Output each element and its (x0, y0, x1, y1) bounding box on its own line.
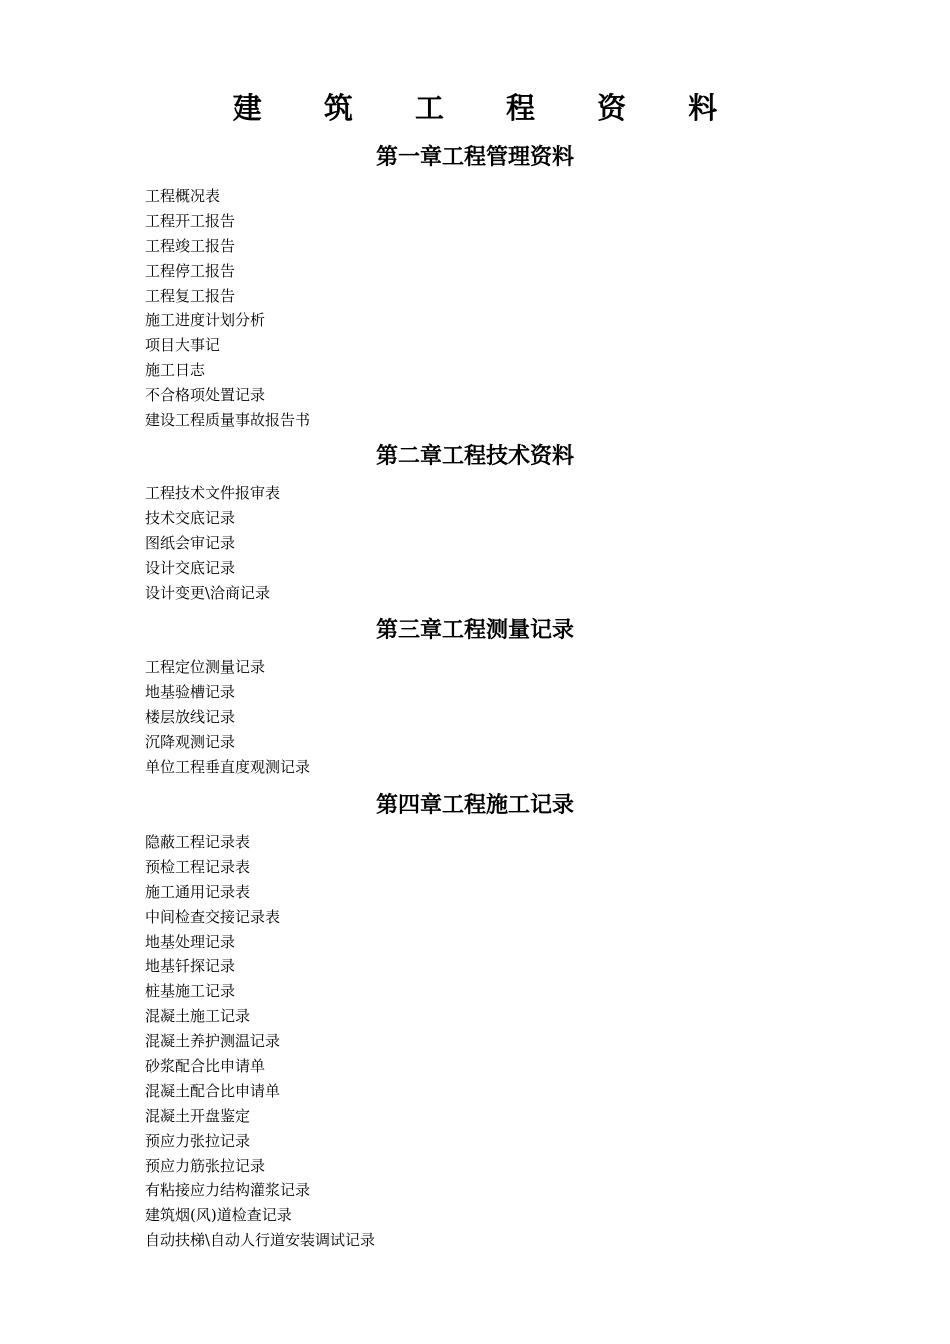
list-item: 有粘接应力结构灌浆记录 (145, 1181, 311, 1200)
chapter-4-item-list (145, 830, 805, 1253)
list-item: 隐蔽工程记录表 (145, 833, 251, 851)
list-item: 桩基施工记录 (145, 982, 236, 1001)
list-item: 地基处理记录 (145, 932, 236, 951)
list-item: 预应力张拉记录 (145, 1131, 251, 1150)
list-item: 建设工程质量事故报告书 (145, 411, 311, 430)
list-item: 预检工程记录表 (145, 857, 251, 876)
list-item: 工程复工报告 (145, 286, 236, 305)
chapter-2-section (145, 441, 805, 605)
list-item: 图纸会审记录 (145, 533, 236, 552)
chapter-2-title: 第二章工程技术资料 (375, 443, 574, 469)
list-item: 混凝土施工记录 (145, 1007, 251, 1026)
list-item: 施工日志 (145, 361, 206, 380)
chapter-3-title: 第三章工程测量记录 (375, 617, 574, 643)
list-item: 建筑烟(风)道检查记录 (145, 1206, 292, 1225)
chapter-1-section (145, 142, 805, 433)
list-item: 预应力筋张拉记录 (145, 1156, 266, 1175)
list-item: 工程竣工报告 (145, 236, 236, 255)
list-item: 项目大事记 (145, 336, 221, 355)
chapter-3-section (145, 615, 805, 779)
chapter-4-title: 第四章工程施工记录 (375, 792, 574, 818)
document-title: 建 筑 工 程 资 料 (232, 91, 744, 125)
chapter-3-item-list (145, 655, 805, 779)
list-item: 砂浆配合比申请单 (145, 1057, 266, 1076)
list-item: 设计交底记录 (145, 558, 236, 577)
list-item: 混凝土养护测温记录 (145, 1032, 281, 1051)
list-item: 设计变更\洽商记录 (145, 583, 271, 602)
list-item: 工程概况表 (145, 187, 221, 205)
chapter-2-item-list (145, 481, 805, 605)
list-item: 施工通用记录表 (145, 882, 251, 901)
list-item: 施工进度计划分析 (145, 311, 266, 330)
list-item: 地基验槽记录 (145, 682, 236, 701)
list-item: 楼层放线记录 (145, 707, 236, 726)
list-item: 混凝土开盘鉴定 (145, 1106, 251, 1125)
chapter-1-item-list (145, 184, 805, 433)
list-item: 工程技术文件报审表 (145, 484, 281, 502)
list-item: 工程定位测量记录 (145, 658, 266, 676)
list-item: 自动扶梯\自动人行道安装调试记录 (145, 1231, 376, 1250)
list-item: 工程停工报告 (145, 261, 236, 280)
list-item: 技术交底记录 (145, 508, 236, 527)
chapter-1-title: 第一章工程管理资料 (375, 144, 574, 170)
list-item: 中间检查交接记录表 (145, 907, 281, 926)
list-item: 单位工程垂直度观测记录 (145, 757, 311, 776)
list-item: 工程开工报告 (145, 211, 236, 230)
list-item: 沉降观测记录 (145, 732, 236, 751)
list-item: 混凝土配合比申请单 (145, 1081, 281, 1100)
list-item: 不合格项处置记录 (145, 386, 266, 405)
chapter-4-section (145, 790, 805, 1253)
list-item: 地基钎探记录 (145, 957, 236, 976)
